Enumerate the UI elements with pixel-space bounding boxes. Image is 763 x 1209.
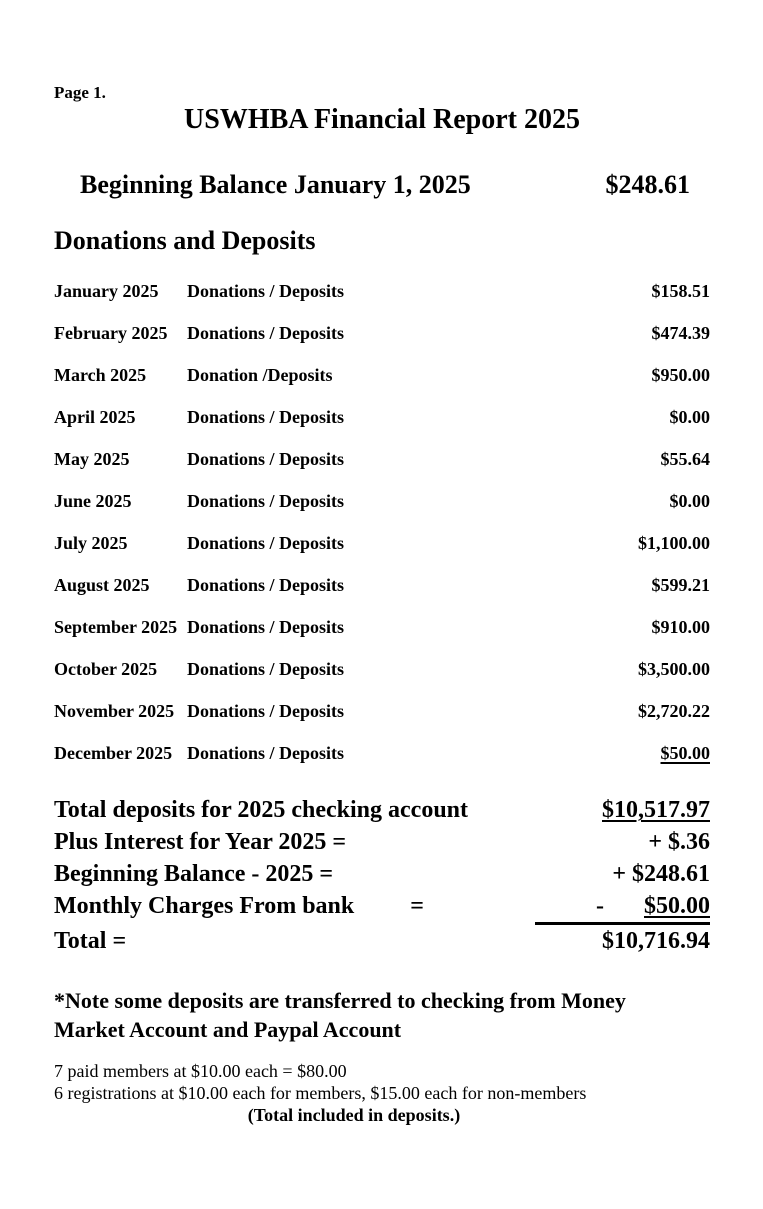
- row-description: Donations / Deposits: [187, 743, 345, 763]
- row-month: December 2025: [54, 743, 173, 763]
- row-month: April 2025: [54, 407, 136, 427]
- summary-amount: $10,716.94: [602, 928, 710, 954]
- page-number-label: Page 1.: [54, 83, 106, 102]
- monthly-row-october: [54, 660, 710, 679]
- monthly-row-january: [54, 282, 710, 301]
- monthly-row-june: [54, 492, 710, 511]
- row-amount: $55.64: [660, 449, 710, 469]
- summary-label: [54, 890, 424, 922]
- registrations-line: 6 registrations at $10.00 each for members, $15.00 each for non-members: [54, 1083, 587, 1103]
- summary-row-beginning-balance: [54, 858, 710, 890]
- row-amount: $1,100.00: [638, 533, 710, 553]
- summary-amount: [535, 890, 710, 925]
- summary-amount: + $.36: [648, 829, 710, 855]
- summary-label: Total =: [54, 928, 127, 954]
- row-description: Donations / Deposits: [187, 701, 345, 721]
- monthly-deposit-rows: [54, 282, 710, 763]
- row-month: February 2025: [54, 323, 168, 343]
- row-description: Donations / Deposits: [187, 659, 345, 679]
- row-description: Donations / Deposits: [187, 323, 345, 343]
- row-amount: $0.00: [669, 491, 710, 511]
- summary-row-monthly-charges: [54, 890, 710, 925]
- monthly-row-august: [54, 576, 710, 595]
- monthly-row-february: [54, 324, 710, 343]
- row-amount: $910.00: [651, 617, 710, 637]
- row-amount: $158.51: [651, 281, 710, 301]
- charges-amount: $50.00: [644, 893, 710, 919]
- row-month: September 2025: [54, 617, 178, 637]
- equals-sign: =: [410, 893, 424, 919]
- row-amount: $2,720.22: [638, 701, 710, 721]
- total-included-line: (Total included in deposits.): [247, 1105, 461, 1125]
- row-description: Donations / Deposits: [187, 449, 345, 469]
- row-month: August 2025: [54, 575, 150, 595]
- minus-sign: -: [596, 893, 604, 919]
- monthly-row-september: [54, 618, 710, 637]
- row-description: Donation /Deposits: [187, 365, 333, 385]
- row-amount: $0.00: [669, 407, 710, 427]
- note-block: [54, 986, 710, 1044]
- summary-amount: $10,517.97: [602, 797, 710, 823]
- row-amount: $50.00: [660, 743, 710, 763]
- monthly-row-march: [54, 366, 710, 385]
- row-month: May 2025: [54, 449, 130, 469]
- row-description: Donations / Deposits: [187, 491, 345, 511]
- beginning-balance-label: Beginning Balance January 1, 2025: [80, 170, 471, 199]
- summary-amount: + $248.61: [612, 861, 710, 887]
- summary-row-interest: [54, 826, 710, 858]
- footer-notes: [54, 1060, 710, 1126]
- note-line-1: *Note some deposits are transferred to checking from Money: [54, 988, 626, 1013]
- row-month: July 2025: [54, 533, 128, 553]
- summary-label-text: Monthly Charges From bank: [54, 893, 355, 919]
- beginning-balance-amount: $248.61: [605, 170, 690, 199]
- beginning-balance-line: [54, 171, 710, 199]
- report-title: USWHBA Financial Report 2025: [184, 104, 580, 135]
- row-amount: $3,500.00: [638, 659, 710, 679]
- monthly-row-april: [54, 408, 710, 427]
- row-description: Donations / Deposits: [187, 575, 345, 595]
- monthly-row-november: [54, 702, 710, 721]
- paid-members-line: 7 paid members at $10.00 each = $80.00: [54, 1061, 347, 1081]
- row-amount: $474.39: [651, 323, 710, 343]
- summary-row-total-deposits: [54, 794, 710, 826]
- monthly-row-december: [54, 744, 710, 763]
- row-month: January 2025: [54, 281, 159, 301]
- row-month: October 2025: [54, 659, 158, 679]
- monthly-row-july: [54, 534, 710, 553]
- summary-row-total: [54, 925, 710, 957]
- row-amount: $950.00: [651, 365, 710, 385]
- row-description: Donations / Deposits: [187, 281, 345, 301]
- row-description: Donations / Deposits: [187, 407, 345, 427]
- row-month: November 2025: [54, 701, 175, 721]
- summary-block: [54, 794, 710, 957]
- row-description: Donations / Deposits: [187, 617, 345, 637]
- summary-label: Beginning Balance - 2025 =: [54, 861, 334, 887]
- row-month: March 2025: [54, 365, 147, 385]
- row-description: Donations / Deposits: [187, 533, 345, 553]
- monthly-row-may: [54, 450, 710, 469]
- row-month: June 2025: [54, 491, 132, 511]
- summary-label: Plus Interest for Year 2025 =: [54, 829, 347, 855]
- note-line-2: Market Account and Paypal Account: [54, 1017, 402, 1042]
- summary-label: Total deposits for 2025 checking account: [54, 797, 469, 823]
- donations-section-heading: Donations and Deposits: [54, 226, 316, 255]
- row-amount: $599.21: [651, 575, 710, 595]
